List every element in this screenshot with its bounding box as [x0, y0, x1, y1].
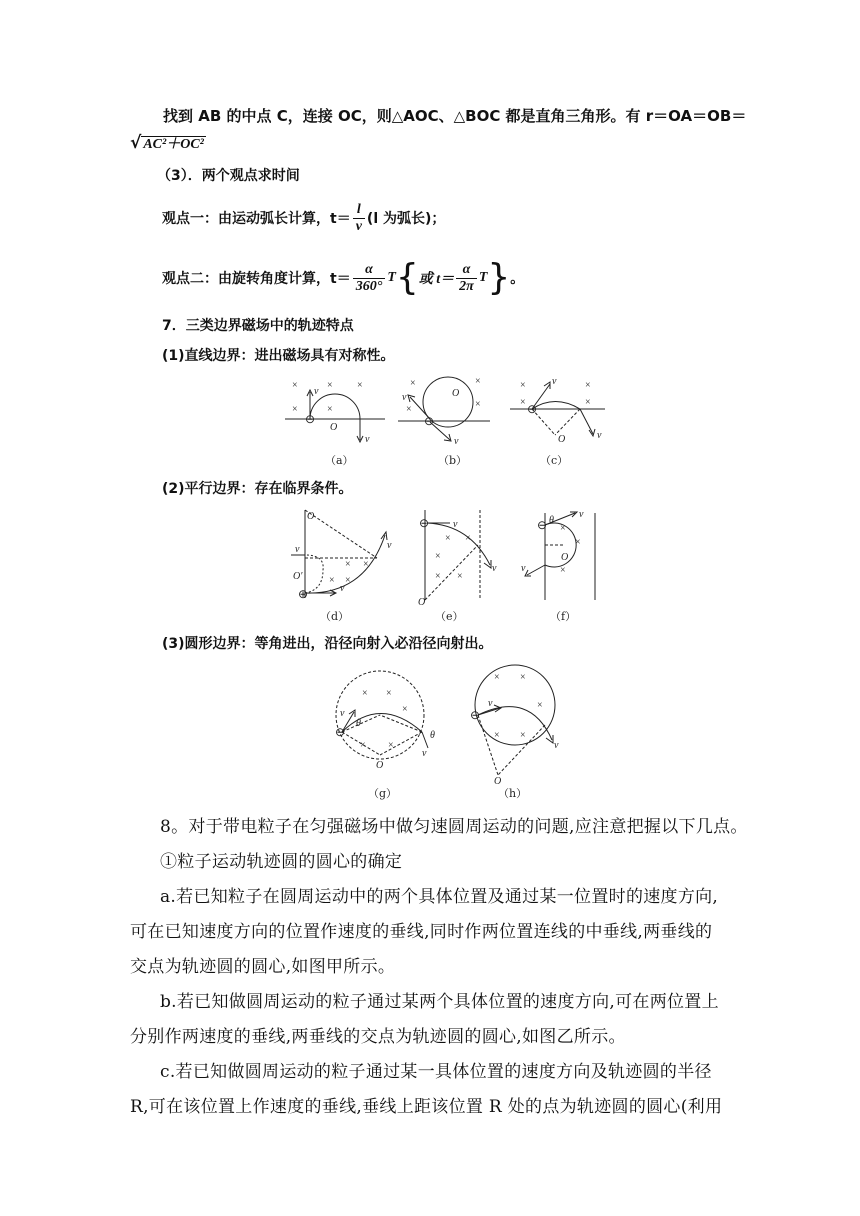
- cross-b1: ×: [410, 378, 416, 389]
- cross-a5: ×: [327, 404, 333, 415]
- cross-a4: ×: [292, 404, 298, 415]
- caption-c: （c）: [540, 454, 569, 467]
- caption-d: （d）: [320, 610, 350, 623]
- label-O-f: O: [561, 552, 569, 563]
- para-a-1: a.若已知粒子在圆周运动中的两个具体位置及通过某一位置时的速度方向,: [160, 887, 719, 907]
- label-v-a2: v: [365, 434, 370, 445]
- cross-b3: ×: [475, 399, 481, 410]
- caption-e: （e）: [435, 610, 464, 623]
- cross-g3: ×: [402, 704, 408, 715]
- cross-g5: ×: [388, 740, 394, 751]
- label-O-d: O: [307, 511, 315, 522]
- label-Oprime-d: O′: [293, 571, 303, 582]
- view1-fraction: [353, 202, 365, 235]
- caption-f: （f）: [550, 610, 577, 623]
- neg-f: ⊖: [537, 518, 548, 532]
- label-v-g2: v: [422, 748, 427, 759]
- label-O-e: O: [418, 597, 426, 608]
- sqrt-expression: √ AC²＋OC²: [130, 133, 204, 153]
- item-2: (2)平行边界：存在临界条件。: [162, 481, 353, 497]
- cross-d3: ×: [329, 575, 335, 586]
- para-b-1: b.若已知做圆周运动的粒子通过某两个具体位置的速度方向,可在两位置上: [160, 992, 719, 1012]
- cross-h1: ×: [494, 672, 500, 683]
- label-v-d2: v: [340, 583, 345, 594]
- label-O-a: O: [330, 422, 338, 433]
- cross-h3: ×: [537, 700, 543, 711]
- view2-T: T: [387, 270, 396, 285]
- cross-e5: ×: [457, 571, 463, 582]
- para-a-3: 交点为轨迹圆的圆心,如图甲所示。: [130, 957, 396, 977]
- cross-a2: ×: [327, 380, 333, 391]
- item-1: (1)直线边界：进出磁场具有对称性。: [162, 348, 395, 364]
- cross-h2: ×: [520, 672, 526, 683]
- cross-h5: ×: [520, 730, 526, 741]
- label-v-f2: v: [521, 563, 526, 574]
- line1-text: 找到 AB 的中点 C，连接 OC，则△AOC、△BOC 都是直角三角形。有 r＝OA＝OB＝: [163, 107, 747, 125]
- cross-h4: ×: [494, 730, 500, 741]
- view2-den: 360°: [355, 278, 383, 294]
- para-a-2: 可在已知速度方向的位置作速度的垂线,同时作两位置连线的中垂线,两垂线的: [130, 922, 713, 942]
- label-O-c: O: [558, 434, 566, 445]
- neg-b: ⊖: [424, 414, 435, 428]
- figure-row-def: [285, 505, 605, 625]
- view2-alt-den: 2π: [459, 278, 474, 294]
- label-v-c2: v: [597, 430, 602, 441]
- label-v-g1: v: [340, 708, 345, 719]
- label-v-d3: v: [387, 540, 392, 551]
- view2-fraction: [353, 262, 386, 295]
- view2-alt-T: T: [478, 270, 488, 285]
- cross-c4: ×: [585, 397, 591, 408]
- item-3: (3)圆形边界：等角进出，沿径向射入必沿径向射出。: [162, 636, 493, 652]
- view2-alt-num: α: [456, 262, 477, 279]
- cross-f3: ×: [560, 565, 566, 576]
- figure-row-gh: [330, 660, 570, 802]
- figure-d: [291, 510, 387, 598]
- cross-c2: ×: [585, 380, 591, 391]
- cross-b2: ×: [475, 376, 481, 387]
- section-3-title: （3）．两个观点求时间: [157, 168, 300, 184]
- label-theta-g1: θ: [356, 718, 361, 729]
- view2-alt-prefix: 或 t＝: [418, 272, 455, 287]
- view1-prefix: 观点一：由运动弧长计算，t＝: [162, 211, 351, 227]
- para-c-1: c.若已知做圆周运动的粒子通过某一具体位置的速度方向及轨迹圆的半径: [160, 1062, 712, 1082]
- cross-d4: ×: [345, 575, 351, 586]
- cross-g1: ×: [362, 688, 368, 699]
- caption-a: （a）: [325, 454, 354, 467]
- label-v-h1: v: [488, 698, 493, 709]
- view2-num: α: [353, 262, 386, 279]
- cross-e1: ×: [445, 533, 451, 544]
- figure-row-abc: [280, 372, 610, 472]
- view2-end: 。: [510, 271, 525, 287]
- cross-d1: ×: [345, 559, 351, 570]
- label-O-b: O: [452, 388, 460, 399]
- caption-h: （h）: [498, 787, 528, 800]
- para-b-2: 分别作两速度的垂线,两垂线的交点为轨迹圆的圆心,如图乙所示。: [130, 1027, 626, 1047]
- cross-f2: ×: [575, 537, 581, 548]
- cross-a1: ×: [292, 380, 298, 391]
- view-1: [162, 193, 445, 243]
- view-2: 观点二：由旋转角度计算，t＝ $\frac{\alpha}{360^\circ}$ T { 或 t＝ $\frac{\alpha}{2\pi}$ T } 。: [162, 257, 525, 298]
- label-O-g: O: [376, 760, 384, 771]
- caption-g: （g）: [368, 787, 398, 800]
- cross-g2: ×: [386, 688, 392, 699]
- cross-a3: ×: [357, 380, 363, 391]
- label-v-b1: v: [402, 392, 407, 403]
- sqrt-radicand: AC²＋OC²: [143, 137, 204, 152]
- label-v-e1: v: [453, 519, 458, 530]
- neg-g: ⊖: [335, 725, 346, 739]
- cross-c3: ×: [520, 397, 526, 408]
- caption-b: （b）: [438, 454, 468, 467]
- view2-alt-fraction: [456, 262, 477, 295]
- label-v-a1: v: [314, 386, 319, 397]
- cross-e4: ×: [435, 571, 441, 582]
- label-v-b2: v: [454, 436, 459, 447]
- cross-c1: ×: [520, 380, 526, 391]
- label-theta-f: θ: [549, 515, 554, 526]
- section-7-title: 7．三类边界磁场中的轨迹特点: [162, 318, 354, 334]
- pos-d: ⊕: [298, 587, 309, 601]
- cross-d2: ×: [363, 559, 369, 570]
- view2-prefix: 观点二：由旋转角度计算，t＝: [162, 271, 351, 287]
- view1-den: v: [355, 218, 362, 234]
- line-ab-midpoint: [163, 105, 746, 126]
- view1-num: l: [353, 202, 365, 219]
- label-theta-g2: θ: [430, 730, 435, 741]
- neg-e: ⊖: [419, 516, 430, 530]
- cross-e3: ×: [435, 551, 441, 562]
- cross-b4: ×: [406, 404, 412, 415]
- figure-g: [336, 671, 428, 759]
- neg-a: ⊖: [305, 412, 316, 426]
- para-circle-center: ①粒子运动轨迹圆的圆心的确定: [160, 852, 403, 872]
- label-v-h2: v: [554, 740, 559, 751]
- cross-g4: ×: [360, 740, 366, 751]
- label-v-e2: v: [492, 563, 497, 574]
- label-O-h: O: [494, 776, 502, 787]
- cross-e2: ×: [465, 533, 471, 544]
- label-v-f1: v: [579, 509, 584, 520]
- neg-h: ⊖: [470, 708, 481, 722]
- figure-h: [475, 665, 555, 775]
- para-8: 8。对于带电粒子在匀强磁场中做匀速圆周运动的问题,应注意把握以下几点。: [160, 817, 748, 837]
- cross-f1: ×: [560, 523, 566, 534]
- para-c-2: R,可在该位置上作速度的垂线,垂线上距该位置 R 处的点为轨迹圆的圆心(利用: [130, 1097, 723, 1117]
- view1-suffix: (l 为弧长)；: [366, 211, 446, 227]
- neg-c: ⊖: [527, 402, 538, 416]
- figure-a: [285, 390, 385, 442]
- label-v-c1: v: [552, 376, 557, 387]
- label-v-d1: v: [295, 544, 300, 555]
